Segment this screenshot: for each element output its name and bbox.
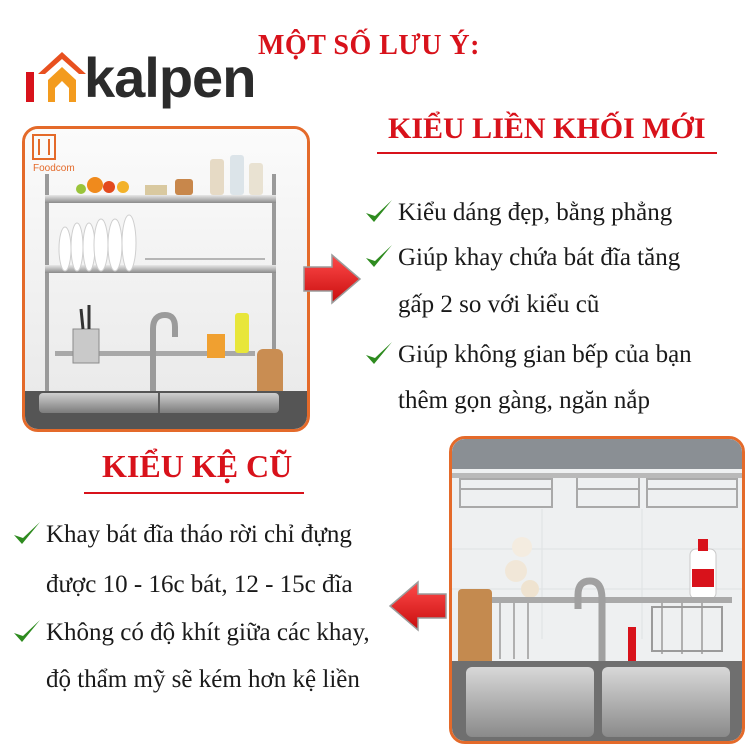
check-mark-icon [364,243,394,271]
brand-wordmark: kalpen [84,46,256,109]
title-underline [84,492,304,494]
list-item-continuation: độ thẩm mỹ sẽ kém hơn kệ liền [46,666,360,693]
check-mark-icon [12,520,42,548]
list-item-continuation: được 10 - 16c bát, 12 - 15c đĩa [46,571,353,598]
arrow-left-icon [386,580,448,632]
section-title-old-style: KIỂU KỆ CŨ [102,448,293,484]
watermark-brand: Foodcom [33,163,75,174]
section-title-new-style: KIỂU LIỀN KHỐI MỚI [388,112,706,145]
check-mark-icon [364,198,394,226]
old-rack-photo [449,436,745,744]
house-logo-icon [26,52,86,102]
page-title: MỘT SỐ LƯU Ý: [258,30,480,61]
list-item-continuation: thêm gọn gàng, ngăn nắp [398,387,651,414]
list-item: Khay bát đĩa tháo rời chỉ đựng [46,521,352,548]
list-item: Không có độ khít giữa các khay, [46,619,370,646]
list-item: Giúp khay chứa bát đĩa tăng [398,244,681,271]
list-item: Kiểu dáng đẹp, bằng phẳng [398,199,673,226]
list-item: Giúp không gian bếp của bạn [398,341,692,368]
check-mark-icon [12,618,42,646]
title-underline [377,152,717,154]
old-rack-illustration [452,439,742,741]
list-item-continuation: gấp 2 so với kiểu cũ [398,291,600,318]
new-rack-illustration [25,129,307,429]
check-mark-icon [364,340,394,368]
arrow-right-icon [302,253,362,305]
new-rack-photo [22,126,310,432]
